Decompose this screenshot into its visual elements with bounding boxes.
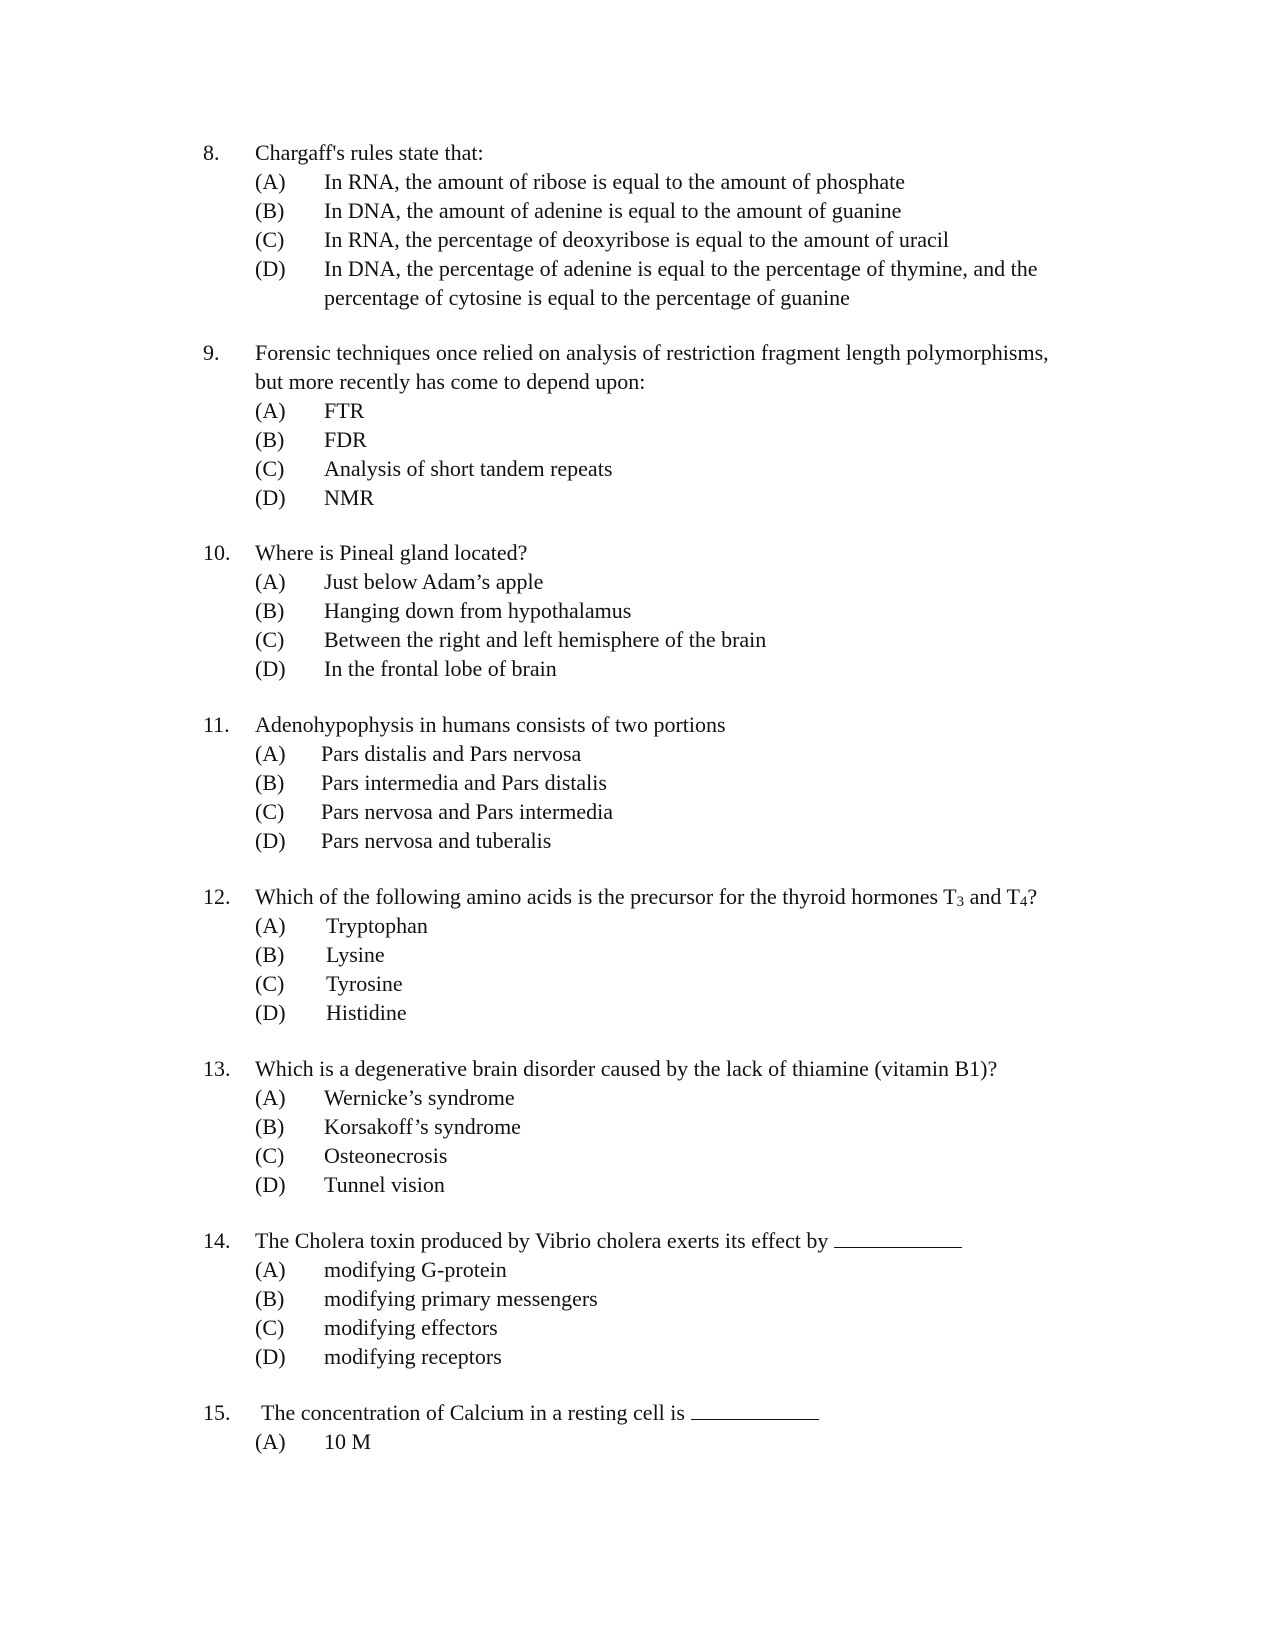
option-label: (D) (255, 485, 286, 510)
question-text: The Cholera toxin produced by Vibrio cholera exerts its effect by (255, 1226, 962, 1255)
option-d (203, 826, 1123, 855)
question-number: 12. (203, 884, 231, 909)
option-b (203, 1284, 1123, 1313)
option-label: (D) (255, 256, 286, 281)
option-a (203, 396, 1123, 425)
option-text: Lysine (326, 942, 385, 967)
option-text: Wernicke’s syndrome (324, 1085, 515, 1110)
option-label: (A) (255, 1257, 286, 1282)
option-text: FTR (324, 398, 365, 423)
option-text: percentage of cytosine is equal to the percentage of guanine (324, 285, 850, 310)
option-label: (D) (255, 1000, 286, 1025)
option-text: Pars intermedia and Pars distalis (321, 770, 607, 795)
option-d (203, 483, 1123, 512)
option-text: Between the right and left hemisphere of the brain (324, 627, 767, 652)
option-c (203, 625, 1123, 654)
option-text: NMR (324, 485, 375, 510)
question-13 (203, 1054, 1123, 1199)
option-label: (A) (255, 398, 286, 423)
option-label: (C) (255, 627, 285, 652)
option-text: Pars nervosa and tuberalis (321, 828, 552, 853)
question-number: 14. (203, 1228, 231, 1253)
option-text: Tryptophan (326, 913, 428, 938)
option-c (203, 969, 1123, 998)
option-label: (C) (255, 456, 285, 481)
option-c (203, 225, 1123, 254)
question-number: 11. (203, 712, 230, 737)
option-label: (A) (255, 169, 286, 194)
option-label: (A) (255, 569, 286, 594)
question-number: 15. (203, 1400, 231, 1425)
option-text: Histidine (326, 1000, 407, 1025)
question-text: Adenohypophysis in humans consists of two portions (255, 712, 726, 737)
option-label: (C) (255, 799, 285, 824)
option-label: (D) (255, 828, 286, 853)
option-label: (D) (255, 656, 286, 681)
option-label: (C) (255, 227, 285, 252)
option-text: Korsakoff’s syndrome (324, 1114, 521, 1139)
option-c (203, 1141, 1123, 1170)
question-text: Where is Pineal gland located? (255, 540, 528, 565)
option-label: (B) (255, 942, 285, 967)
option-text: In DNA, the amount of adenine is equal to the amount of guanine (324, 198, 902, 223)
subscript: 4 (1019, 894, 1028, 910)
option-text: In RNA, the percentage of deoxyribose is equal to the amount of uracil (324, 227, 949, 252)
option-d (203, 998, 1123, 1027)
option-c (203, 797, 1123, 826)
option-b (203, 425, 1123, 454)
option-label: (B) (255, 770, 285, 795)
option-label: (B) (255, 1286, 285, 1311)
option-d (203, 1342, 1123, 1371)
option-a (203, 739, 1123, 768)
option-label: (D) (255, 1344, 286, 1369)
option-text: In the frontal lobe of brain (324, 656, 557, 681)
option-label: (A) (255, 1085, 286, 1110)
option-c (203, 1313, 1123, 1342)
option-b (203, 596, 1123, 625)
option-text: 10 M (324, 1429, 372, 1454)
question-text: The concentration of Calcium in a resting cell is (261, 1398, 819, 1427)
option-a (203, 1427, 1123, 1456)
question-12 (203, 882, 1123, 1027)
option-b (203, 1112, 1123, 1141)
option-d (203, 254, 1123, 283)
option-text: modifying primary messengers (324, 1286, 598, 1311)
option-text: Pars distalis and Pars nervosa (321, 741, 582, 766)
option-label: (B) (255, 1114, 285, 1139)
option-a (203, 1083, 1123, 1112)
question-15 (203, 1398, 1123, 1456)
option-text: Just below Adam’s apple (324, 569, 544, 594)
option-label: (A) (255, 741, 286, 766)
option-label: (B) (255, 598, 285, 623)
question-number: 9. (203, 340, 220, 365)
option-a (203, 1255, 1123, 1284)
option-b (203, 196, 1123, 225)
option-text: Hanging down from hypothalamus (324, 598, 632, 623)
subscript: 3 (956, 894, 965, 910)
question-10 (203, 538, 1123, 683)
question-number: 13. (203, 1056, 231, 1081)
option-label: (B) (255, 198, 285, 223)
option-a (203, 167, 1123, 196)
option-text: FDR (324, 427, 367, 452)
answer-blank (691, 1401, 819, 1420)
option-text: Tunnel vision (324, 1172, 445, 1197)
option-label: (D) (255, 1172, 286, 1197)
option-b (203, 940, 1123, 969)
question-14 (203, 1226, 1123, 1371)
option-text: Tyrosine (326, 971, 403, 996)
option-label: (C) (255, 971, 285, 996)
question-number: 8. (203, 140, 220, 165)
option-d-continued (203, 283, 1123, 312)
option-label: (A) (255, 913, 286, 938)
question-text: Chargaff's rules state that: (255, 140, 484, 165)
option-d (203, 654, 1123, 683)
option-text: modifying G-protein (324, 1257, 507, 1282)
option-text: Pars nervosa and Pars intermedia (321, 799, 614, 824)
option-text: modifying receptors (324, 1344, 502, 1369)
answer-blank (834, 1229, 962, 1248)
option-d (203, 1170, 1123, 1199)
option-c (203, 454, 1123, 483)
question-8 (203, 138, 1123, 312)
option-text: In RNA, the amount of ribose is equal to the amount of phosphate (324, 169, 906, 194)
question-text: Forensic techniques once relied on analysis of restriction fragment length polymorphisms, (255, 340, 1049, 365)
option-a (203, 567, 1123, 596)
option-text: In DNA, the percentage of adenine is equal to the percentage of thymine, and the (324, 256, 1038, 281)
question-9 (203, 338, 1123, 512)
option-a (203, 911, 1123, 940)
option-b (203, 768, 1123, 797)
question-text: Which is a degenerative brain disorder caused by the lack of thiamine (vitamin B1)? (255, 1056, 998, 1081)
question-number: 10. (203, 540, 231, 565)
option-label: (B) (255, 427, 285, 452)
question-text-continued: but more recently has come to depend upon: (255, 369, 646, 394)
question-text: Which of the following amino acids is the precursor for the thyroid hormones $T_3$ and $T_4$? (255, 884, 1038, 910)
option-text: Osteonecrosis (324, 1143, 448, 1168)
option-label: (A) (255, 1429, 286, 1454)
option-text: modifying effectors (324, 1315, 498, 1340)
option-text: Analysis of short tandem repeats (324, 456, 613, 481)
question-11 (203, 710, 1123, 855)
option-label: (C) (255, 1143, 285, 1168)
option-label: (C) (255, 1315, 285, 1340)
